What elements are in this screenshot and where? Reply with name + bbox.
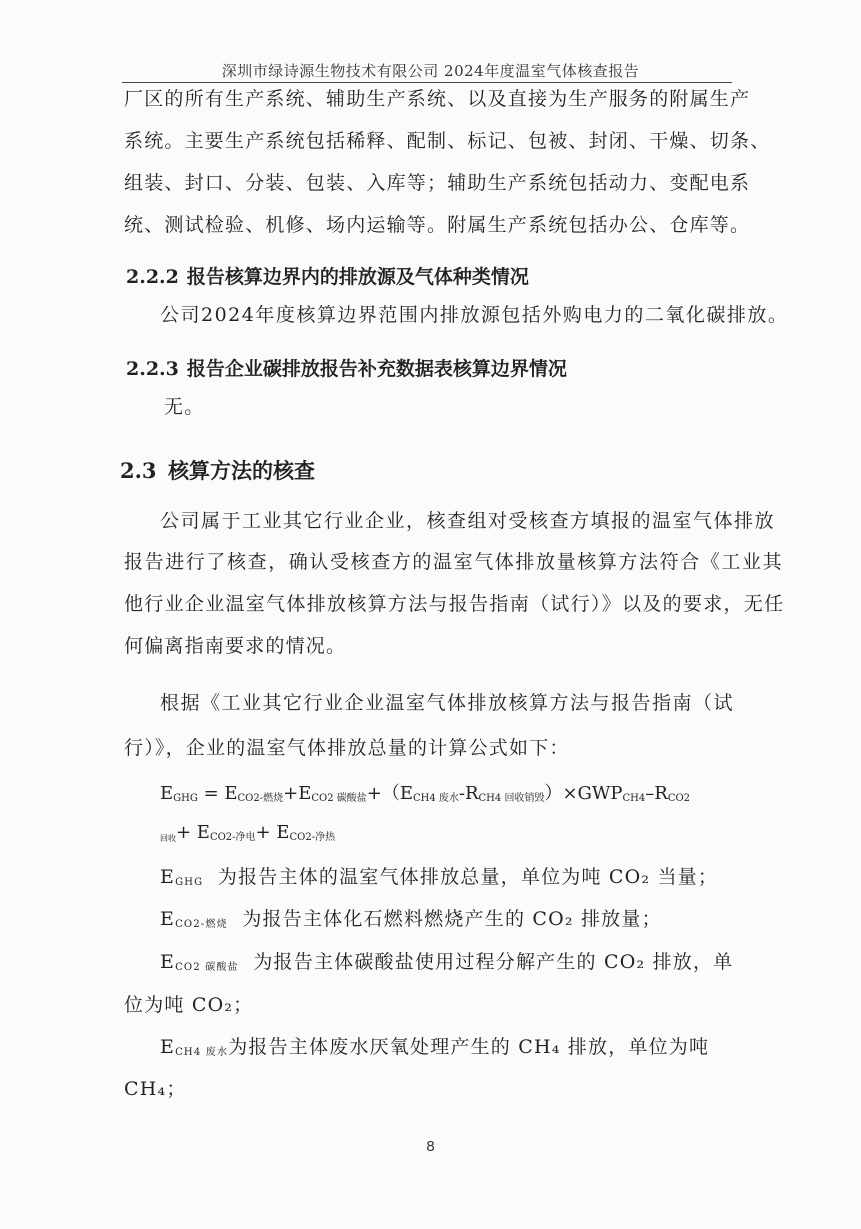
section-number: 2.3 [120,458,157,483]
section-heading-2-2-2 [126,262,529,289]
para1-line-4: 统、测试检验、机修、场内运输等。附属生产系统包括办公、仓库等。 [124,214,751,236]
section-title: 报告核算边界内的排放源及气体种类情况 [186,266,529,288]
definition-e-co2-carbonate: $E_{CO2 碳酸盐}$ 为报告主体碳酸盐使用过程分解产生的 CO₂ 排放，单 [160,951,734,973]
para1-line-1: 厂区的所有生产系统、辅助生产系统、以及直接为生产服务的附属生产 [124,88,751,110]
definition-e-co2-carbonate-cont: 位为吨 CO₂； [124,994,254,1016]
emission-formula-line-2: 回收+ $E_{CO2-净电}+ E_{CO2-净热}$ [160,822,336,843]
para-formula-line-1: 根据《工业其它行业企业温室气体排放核算方法与报告指南（试 [160,692,735,714]
section-heading-2-3 [120,455,315,485]
para-2-3-line-3: 他行业企业温室气体排放核算方法与报告指南（试行）》以及的要求，无任 [124,593,785,615]
definition-e-ghg: $E_{GHG}$ 为报告主体的温室气体排放总量，单位为吨 CO₂ 当量； [160,866,719,888]
para-2-3-line-1: 公司属于工业其它行业企业，核查组对受核查方填报的温室气体排放 [160,510,776,532]
definition-e-ch4-waste-cont: CH₄； [124,1078,187,1100]
section-number: 2.2.2 [126,266,179,288]
section-heading-2-2-3 [126,354,567,381]
header-rule [122,82,732,83]
para-2-2-3: 无。 [164,396,205,418]
para1-line-3: 组装、封口、分装、包装、入库等；辅助生产系统包括动力、变配电系 [124,172,751,194]
para-2-3-line-4: 何偏离指南要求的情况。 [124,635,347,657]
para-formula-line-2: 行）》，企业的温室气体排放总量的计算公式如下： [124,737,570,759]
definition-e-co2-burn: $E_{CO2-燃烧}$ 为报告主体化石燃料燃烧产生的 CO₂ 排放量； [160,908,662,930]
page-number: 8 [426,1138,435,1155]
section-title: 报告企业碳排放报告补充数据表核算边界情况 [186,358,567,380]
definition-e-ch4-waste: $E_{CH4 废水}$为报告主体废水厌氧处理产生的 CH₄ 排放，单位为吨 [160,1036,710,1058]
section-number: 2.2.3 [126,358,179,380]
section-title: 核算方法的核查 [168,458,315,483]
para1-line-2: 系统。主要生产系统包括稀释、配制、标记、包被、封闭、干燥、切条、 [124,130,771,152]
para-2-3-line-2: 报告进行了核查，确认受核查方的温室气体排放量核算方法符合《工业其 [124,551,784,573]
para-2-2-2: 公司2024年度核算边界范围内排放源包括外购电力的二氧化碳排放。 [160,304,789,326]
emission-formula-line-1: $E_{GHG} = E_{CO2-燃烧}+E_{CO2 碳酸盐}+(E_{CH4 废水}-R_{CH4 回收销毁})\times GWP_{CH4}-R_{CO2}$ [160,783,691,804]
page-header-title: 深圳市绿诗源生物技术有限公司 2024年度温室气体核查报告 [221,62,640,80]
